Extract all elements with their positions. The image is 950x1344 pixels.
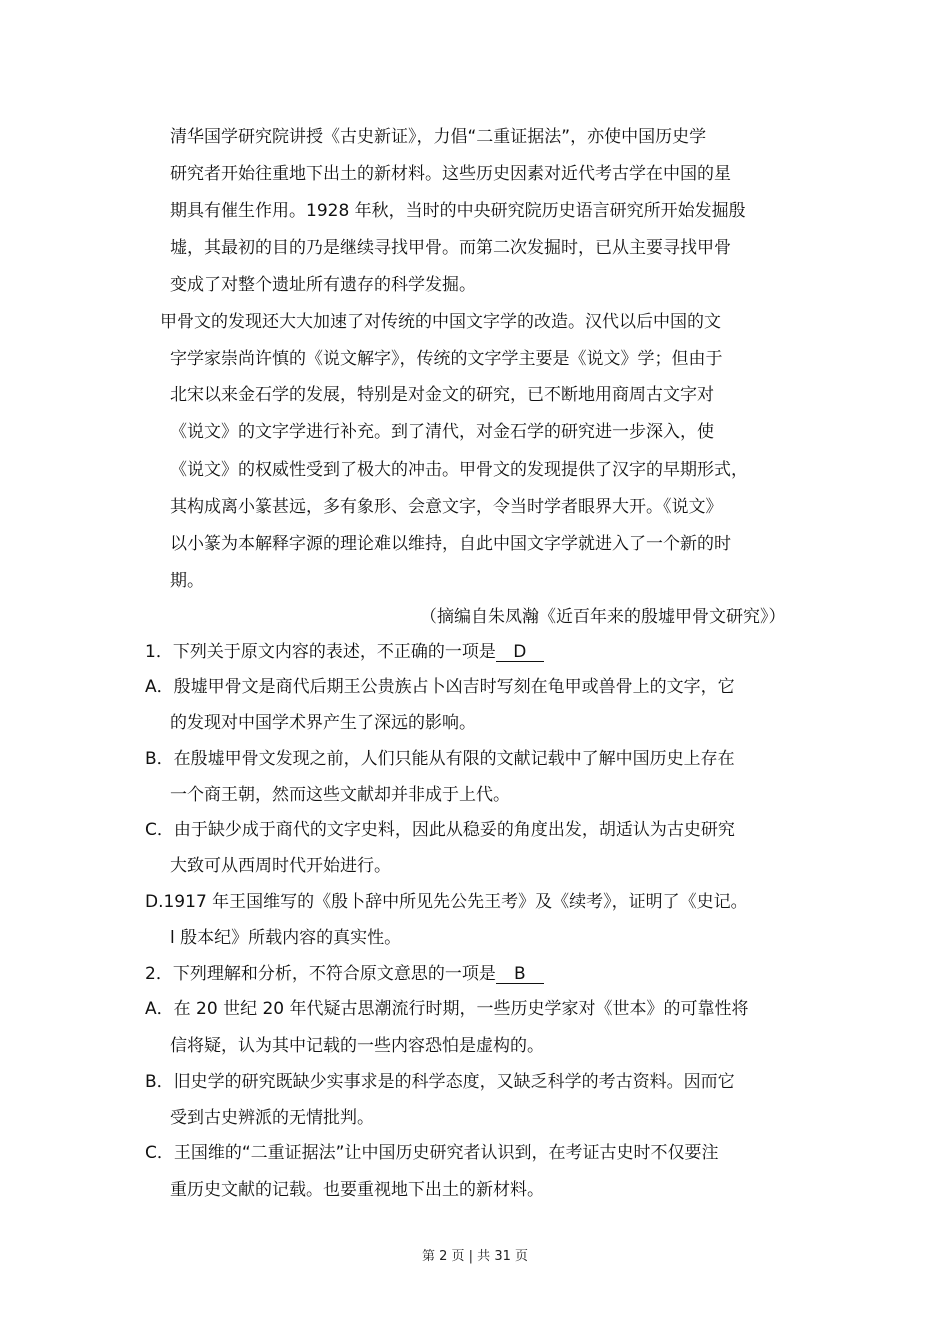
question-2-text: 2．下列理解和分析，不符合原文意思的一项是 [145, 964, 496, 984]
q1-option-b-line1: B．在殷墟甲骨文发现之前，人们只能从有限的文献记载中了解中国历史上存在 [145, 749, 735, 769]
question-2-answer: B [496, 965, 544, 984]
paragraph-2-line: 其构成离小篆甚远，多有象形、会意文字，令当时学者眼界大开。《说文》 [170, 497, 723, 517]
q2-option-b-line2: 受到古史辨派的无情批判。 [170, 1108, 374, 1128]
q1-option-d-line1: D.1917 年王国维写的《殷卜辞中所见先公先王考》及《续考》，证明了《史记。 [145, 892, 748, 912]
question-1-answer: D [496, 643, 544, 662]
q2-option-c-line2: 重历史文献的记载。也要重视地下出土的新材料。 [170, 1180, 544, 1200]
paragraph-2-line: 甲骨文的发现还大大加速了对传统的中国文字学的改造。汉代以后中国的文 [160, 312, 721, 332]
paragraph-2-line: 以小篆为本解释字源的理论难以维持，自此中国文字学就进入了一个新的时 [170, 534, 731, 554]
paragraph-1-line: 变成了对整个遗址所有遗存的科学发掘。 [170, 275, 476, 295]
q2-option-c-line1: C．王国维的“二重证据法”让中国历史研究者认识到，在考证古史时不仅要注 [145, 1143, 719, 1163]
q2-option-b-line1: B．旧史学的研究既缺少实事求是的科学态度，又缺乏科学的考古资料。因而它 [145, 1072, 735, 1092]
q1-option-a-line1: A．殷墟甲骨文是商代后期王公贵族占卜凶吉时写刻在龟甲或兽骨上的文字，它 [145, 677, 735, 697]
page-footer: 第 2 页 | 共 31 页 [422, 1249, 528, 1264]
paragraph-2-line: 《说文》的文字学进行补充。到了清代，对金石学的研究进一步深入，使 [170, 422, 714, 442]
question-1-text: 1．下列关于原文内容的表述，不正确的一项是 [145, 642, 496, 662]
paragraph-1-line: 研究者开始往重地下出土的新材料。这些历史因素对近代考古学在中国的星 [170, 164, 731, 184]
q1-option-b-line2: 一个商王朝，然而这些文献却并非成于上代。 [170, 785, 510, 805]
paragraph-2-line: 北宋以来金石学的发展，特别是对金文的研究，已不断地用商周古文字对 [170, 385, 714, 405]
q1-option-d-line2: l 殷本纪》所载内容的真实性。 [170, 928, 402, 948]
question-2-stem [145, 963, 544, 985]
source-citation: （摘编自朱凤瀚《近百年来的殷墟甲骨文研究》） [420, 607, 786, 627]
q1-option-c-line1: C．由于缺少成于商代的文字史料，因此从稳妥的角度出发，胡适认为古史研究 [145, 820, 735, 840]
question-1-stem [145, 641, 544, 663]
q2-option-a-line1: A．在 20 世纪 20 年代疑古思潮流行时期，一些历史学家对《世本》的可靠性将 [145, 999, 749, 1019]
paragraph-1-line: 清华国学研究院讲授《古史新证》，力倡“二重证据法”，亦使中国历史学 [170, 127, 707, 147]
q1-option-c-line2: 大致可从西周时代开始进行。 [170, 856, 391, 876]
paragraph-2-line: 字学家崇尚许慎的《说文解字》，传统的文字学主要是《说文》学；但由于 [170, 349, 723, 369]
paragraph-1-line: 期具有催生作用。1928 年秋，当时的中央研究院历史语言研究所开始发掘殷 [170, 201, 746, 221]
paragraph-2-line: 《说文》的权威性受到了极大的冲击。甲骨文的发现提供了汉字的早期形式， [170, 460, 748, 480]
paragraph-1-line: 墟，其最初的目的乃是继续寻找甲骨。而第二次发掘时，已从主要寻找甲骨 [170, 238, 731, 258]
paragraph-2-line: 期。 [170, 571, 204, 591]
q1-option-a-line2: 的发现对中国学术界产生了深远的影响。 [170, 713, 476, 733]
q2-option-a-line2: 信将疑，认为其中记载的一些内容恐怕是虚构的。 [170, 1036, 544, 1056]
